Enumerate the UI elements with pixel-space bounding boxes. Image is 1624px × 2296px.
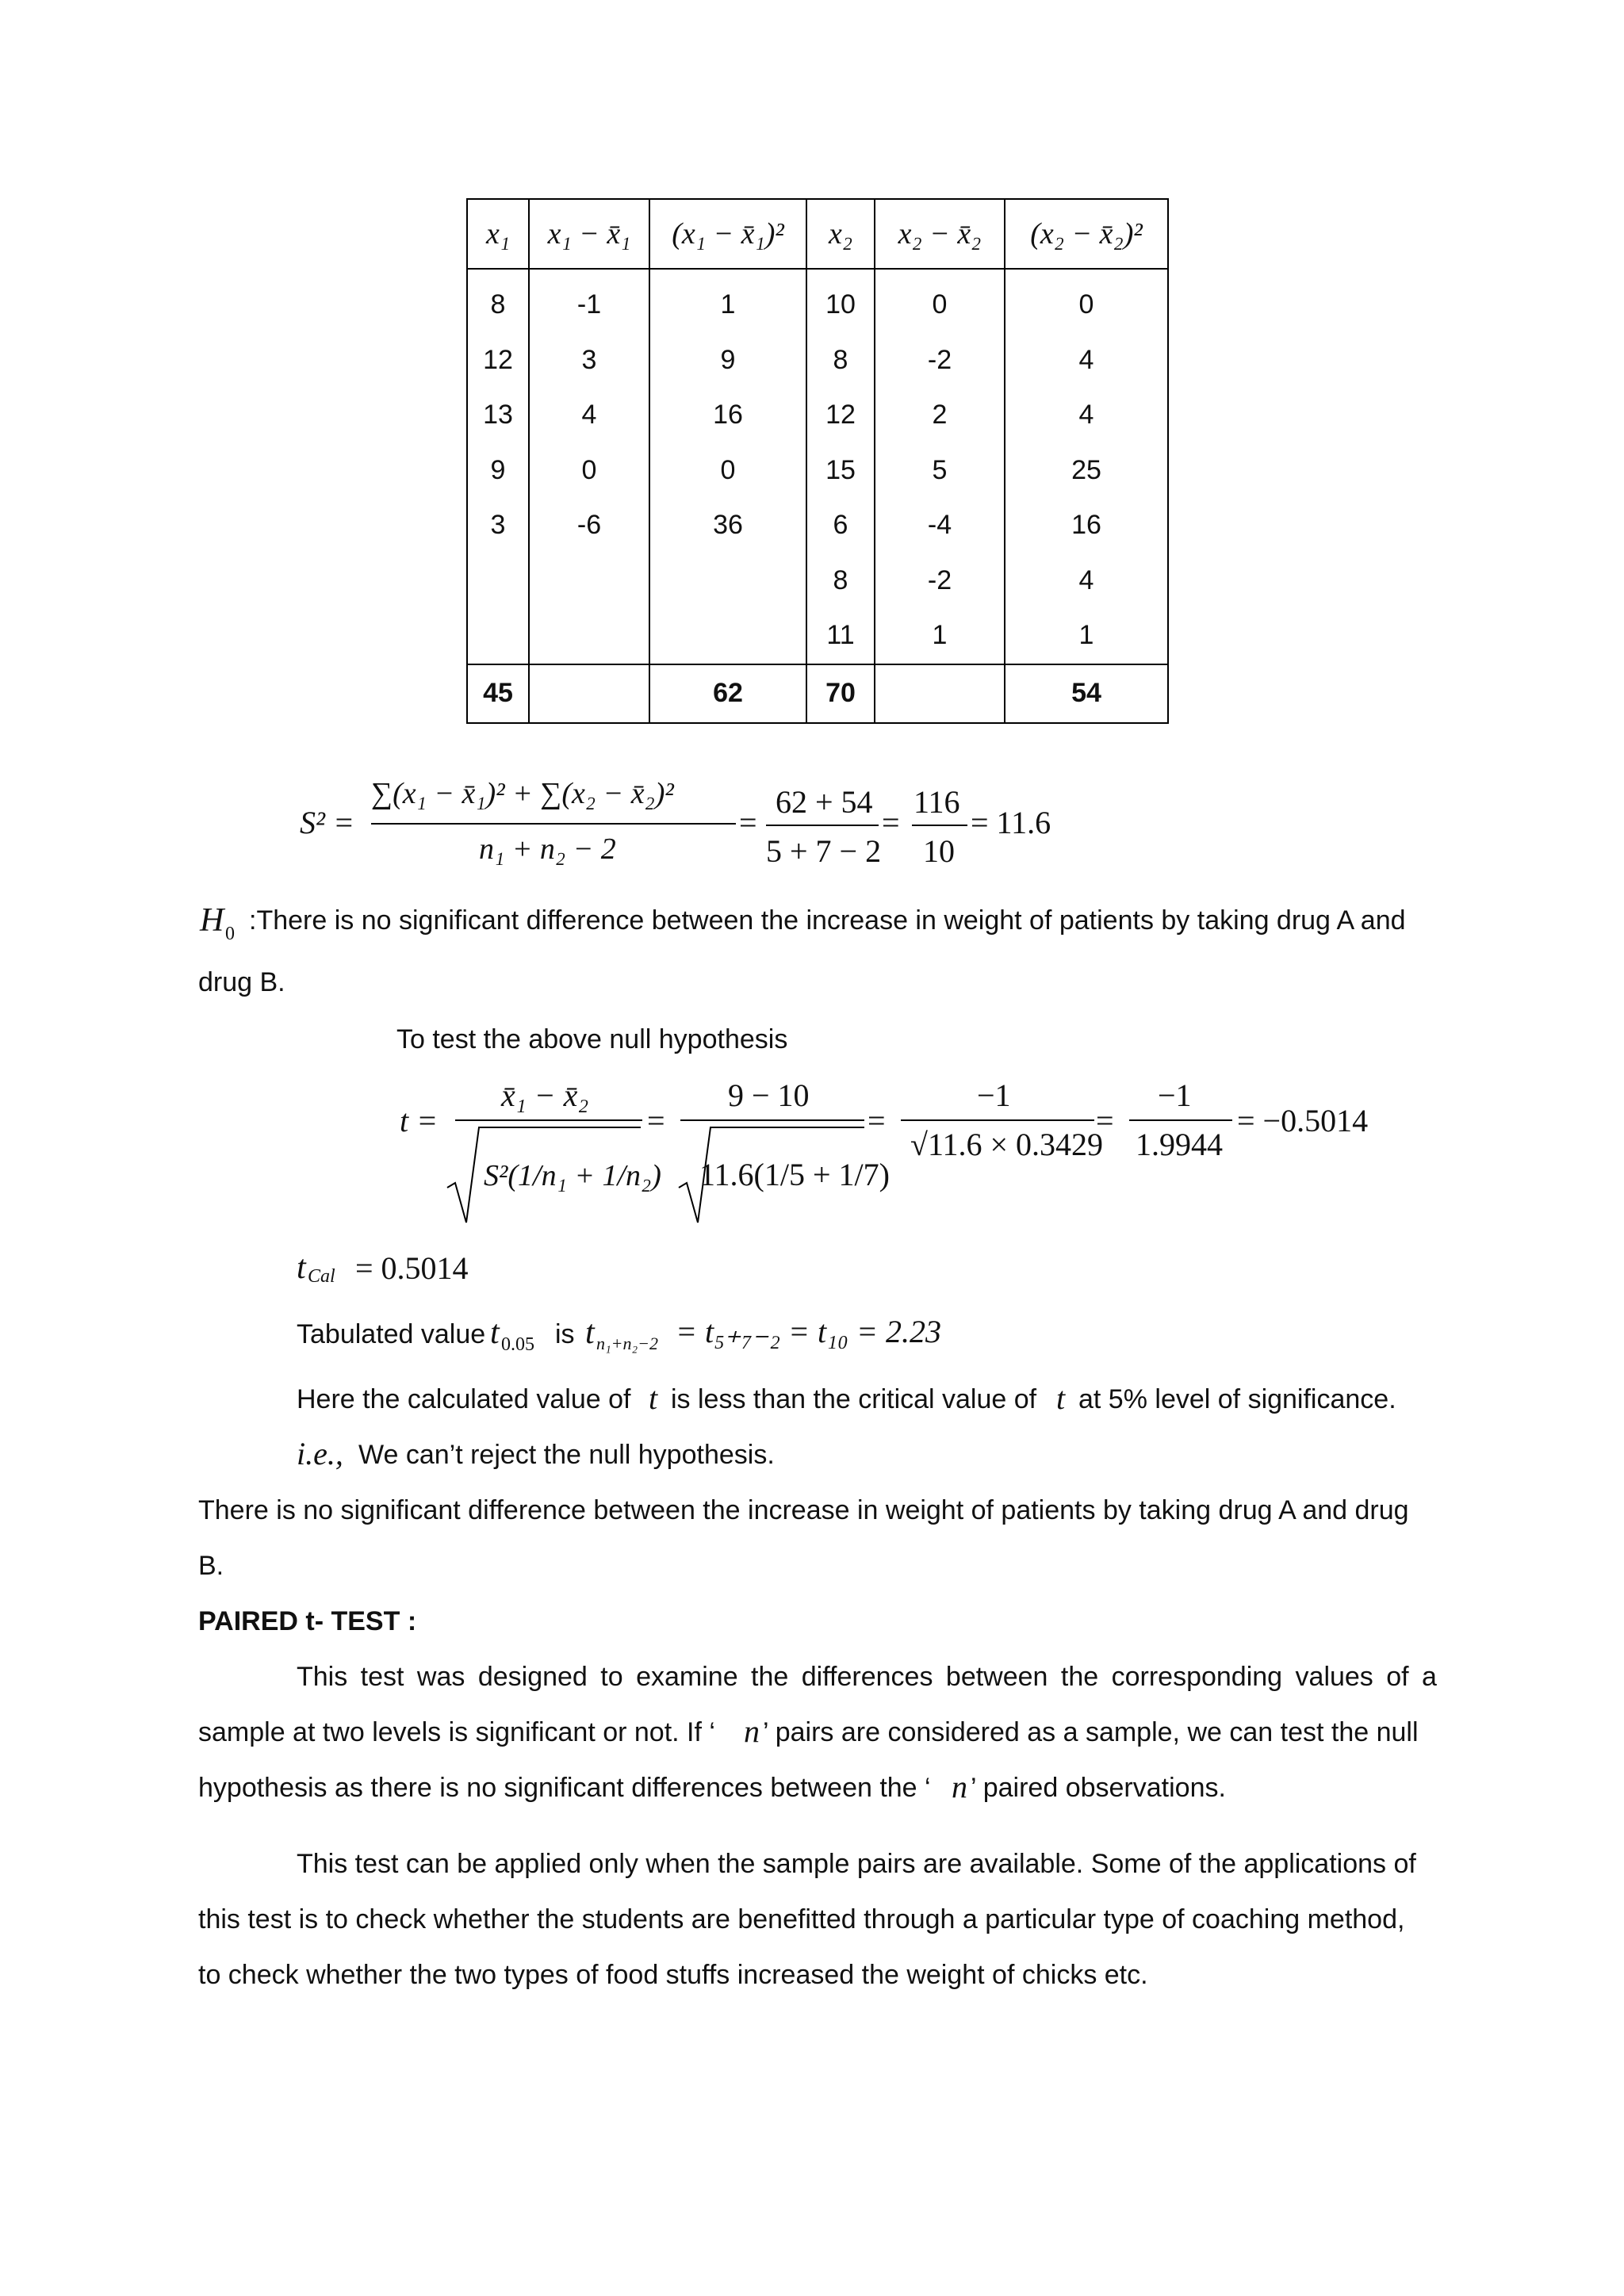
s2-sum-numerator: 62 + 54 — [776, 784, 873, 820]
equals-sign: = — [647, 1103, 665, 1138]
table-cell: 36 — [649, 498, 806, 553]
table-cell: 4 — [1005, 333, 1168, 388]
s2-sum-denominator: 5 + 7 − 2 — [766, 833, 882, 869]
table-cell: 16 — [649, 388, 806, 443]
fraction-line — [901, 1119, 1094, 1121]
t-diff-denominator: 11.6(1/5 + 1/7) — [699, 1157, 890, 1192]
tabulated-expression: = t₅₊₇₋₂ = t₁₀ = 2.23 — [676, 1314, 941, 1349]
tabulated-is: is — [555, 1319, 575, 1349]
s2-lhs: S² = — [300, 805, 354, 840]
total-cell — [875, 664, 1005, 723]
s2-denominator: n₁ + n₂ − 2 — [479, 832, 616, 866]
t-final-denominator: 1.9944 — [1136, 1127, 1223, 1162]
paired-t-test-heading: PAIRED t- TEST : — [198, 1606, 417, 1636]
para2-line-2: this test is to check whether the students are benefitted through a particular type of coaching method, — [198, 1904, 1405, 1934]
table-cell — [467, 608, 529, 664]
table-cell: -6 — [529, 498, 649, 553]
data-table — [466, 198, 1169, 724]
total-cell: 70 — [806, 664, 875, 723]
h0-symbol: H — [200, 902, 224, 939]
table-cell: 0 — [529, 443, 649, 499]
header-cell: x₂ — [806, 199, 875, 269]
table-cell: 10 — [806, 269, 875, 333]
table-row — [467, 269, 1168, 333]
table-cell: 1 — [649, 269, 806, 333]
table-cell: 6 — [806, 498, 875, 553]
t-diff-numerator: 9 − 10 — [728, 1077, 810, 1113]
t-result: = −0.5014 — [1237, 1103, 1369, 1138]
table-cell: 8 — [467, 269, 529, 333]
table-cell: 3 — [529, 333, 649, 388]
total-cell: 62 — [649, 664, 806, 723]
table-cell: -4 — [875, 498, 1005, 553]
para1-line-3b: ’ paired observations. — [971, 1773, 1226, 1803]
table-cell: -2 — [875, 333, 1005, 388]
table-cell: 3 — [467, 498, 529, 553]
s2-result: = 11.6 — [971, 805, 1051, 840]
para2-line-3: to check whether the two types of food stuffs increased the weight of chicks etc. — [198, 1960, 1148, 1990]
table-cell: 12 — [806, 388, 875, 443]
equals-sign: = — [739, 805, 757, 840]
table-cell: 9 — [649, 333, 806, 388]
table-cell — [529, 608, 649, 664]
hypothesis-line-1: :There is no significant difference between the increase in weight of patients by taking drug A and — [249, 905, 1406, 936]
fraction-line — [455, 1119, 642, 1121]
test-intro: To test the above null hypothesis — [396, 1024, 788, 1054]
table-cell: -2 — [875, 553, 1005, 609]
fraction-line — [1129, 1119, 1232, 1121]
table-cell: 8 — [806, 333, 875, 388]
comparison-part-b: is less than the critical value of — [671, 1384, 1037, 1414]
table-cell — [529, 553, 649, 609]
equals-sign: = — [868, 1103, 886, 1138]
ie-label: i.e., — [297, 1436, 343, 1471]
para1-line-3a: hypothesis as there is no significant differences between the ‘ — [198, 1773, 931, 1803]
para1-line-2b: ’ pairs are considered as a sample, we can test the null — [763, 1717, 1419, 1747]
t-final-numerator: −1 — [1158, 1077, 1192, 1113]
table-cell: -1 — [529, 269, 649, 333]
h0-subscript: 0 — [225, 924, 235, 944]
t-cal-value: = 0.5014 — [355, 1250, 469, 1286]
table-totals-row — [467, 664, 1168, 723]
table-cell: 11 — [806, 608, 875, 664]
table-cell: 8 — [806, 553, 875, 609]
conclusion-line-2: B. — [198, 1551, 224, 1581]
table-header-row — [467, 199, 1168, 269]
table-cell — [467, 553, 529, 609]
s2-value-denominator: 10 — [923, 833, 955, 869]
total-cell: 54 — [1005, 664, 1168, 723]
table-row — [467, 388, 1168, 443]
t-lhs: t = — [400, 1103, 439, 1138]
total-cell — [529, 664, 649, 723]
total-cell: 45 — [467, 664, 529, 723]
t-simplified-numerator: −1 — [977, 1077, 1011, 1113]
equals-sign: = — [882, 805, 900, 840]
fraction-line — [371, 823, 736, 825]
table-cell: 2 — [875, 388, 1005, 443]
hypothesis-line-2: drug B. — [198, 967, 285, 997]
table-cell — [649, 553, 806, 609]
header-cell: x₁ − x̄₁ — [529, 199, 649, 269]
header-cell: (x₁ − x̄₁)² — [649, 199, 806, 269]
table-cell: 1 — [875, 608, 1005, 664]
table-cell: 9 — [467, 443, 529, 499]
t-simplified-denominator: √11.6 × 0.3429 — [910, 1127, 1104, 1162]
s2-value-numerator: 116 — [914, 784, 960, 820]
t-denominator: S²(1/n₁ + 1/n₂) — [484, 1159, 661, 1192]
fraction-line — [680, 1119, 864, 1121]
table-cell: 1 — [1005, 608, 1168, 664]
fraction-line — [912, 825, 967, 826]
table-row — [467, 498, 1168, 553]
table-cell: 15 — [806, 443, 875, 499]
comparison-part-c: at 5% level of significance. — [1078, 1384, 1396, 1414]
table-cell: 16 — [1005, 498, 1168, 553]
table-cell: 0 — [875, 269, 1005, 333]
t-numerator: x̄₁ − x̄₂ — [501, 1077, 589, 1113]
header-cell: x₂ − x̄₂ — [875, 199, 1005, 269]
ie-text: We can’t reject the null hypothesis. — [358, 1440, 775, 1470]
header-cell: (x₂ − x̄₂)² — [1005, 199, 1168, 269]
table-cell: 25 — [1005, 443, 1168, 499]
para2-line-1: This test can be applied only when the sample pairs are available. Some of the applications of — [297, 1849, 1416, 1879]
conclusion-line-1: There is no significant difference between the increase in weight of patients by taking drug A and drug — [198, 1495, 1409, 1525]
table-row — [467, 333, 1168, 388]
para1-line-2a: sample at two levels is significant or not. If ‘ — [198, 1717, 715, 1747]
fraction-line — [766, 825, 879, 826]
header-cell: x₁ — [467, 199, 529, 269]
para1-line-1: This test was designed to examine the differences between the corresponding values of a — [297, 1662, 1437, 1692]
table-cell: 5 — [875, 443, 1005, 499]
s2-numerator: ∑(x₁ − x̄₁)² + ∑(x₂ − x̄₂)² — [371, 777, 674, 810]
table-row — [467, 443, 1168, 499]
table-cell: 0 — [1005, 269, 1168, 333]
comparison-part-a: Here the calculated value of — [297, 1384, 631, 1414]
table-cell: 4 — [1005, 388, 1168, 443]
table-row — [467, 553, 1168, 609]
table-row — [467, 608, 1168, 664]
table-cell — [649, 608, 806, 664]
table-cell: 12 — [467, 333, 529, 388]
table-cell: 4 — [1005, 553, 1168, 609]
tabulated-label: Tabulated value — [297, 1319, 486, 1349]
table-cell: 13 — [467, 388, 529, 443]
table-cell: 4 — [529, 388, 649, 443]
table-cell: 0 — [649, 443, 806, 499]
equals-sign: = — [1096, 1103, 1114, 1138]
